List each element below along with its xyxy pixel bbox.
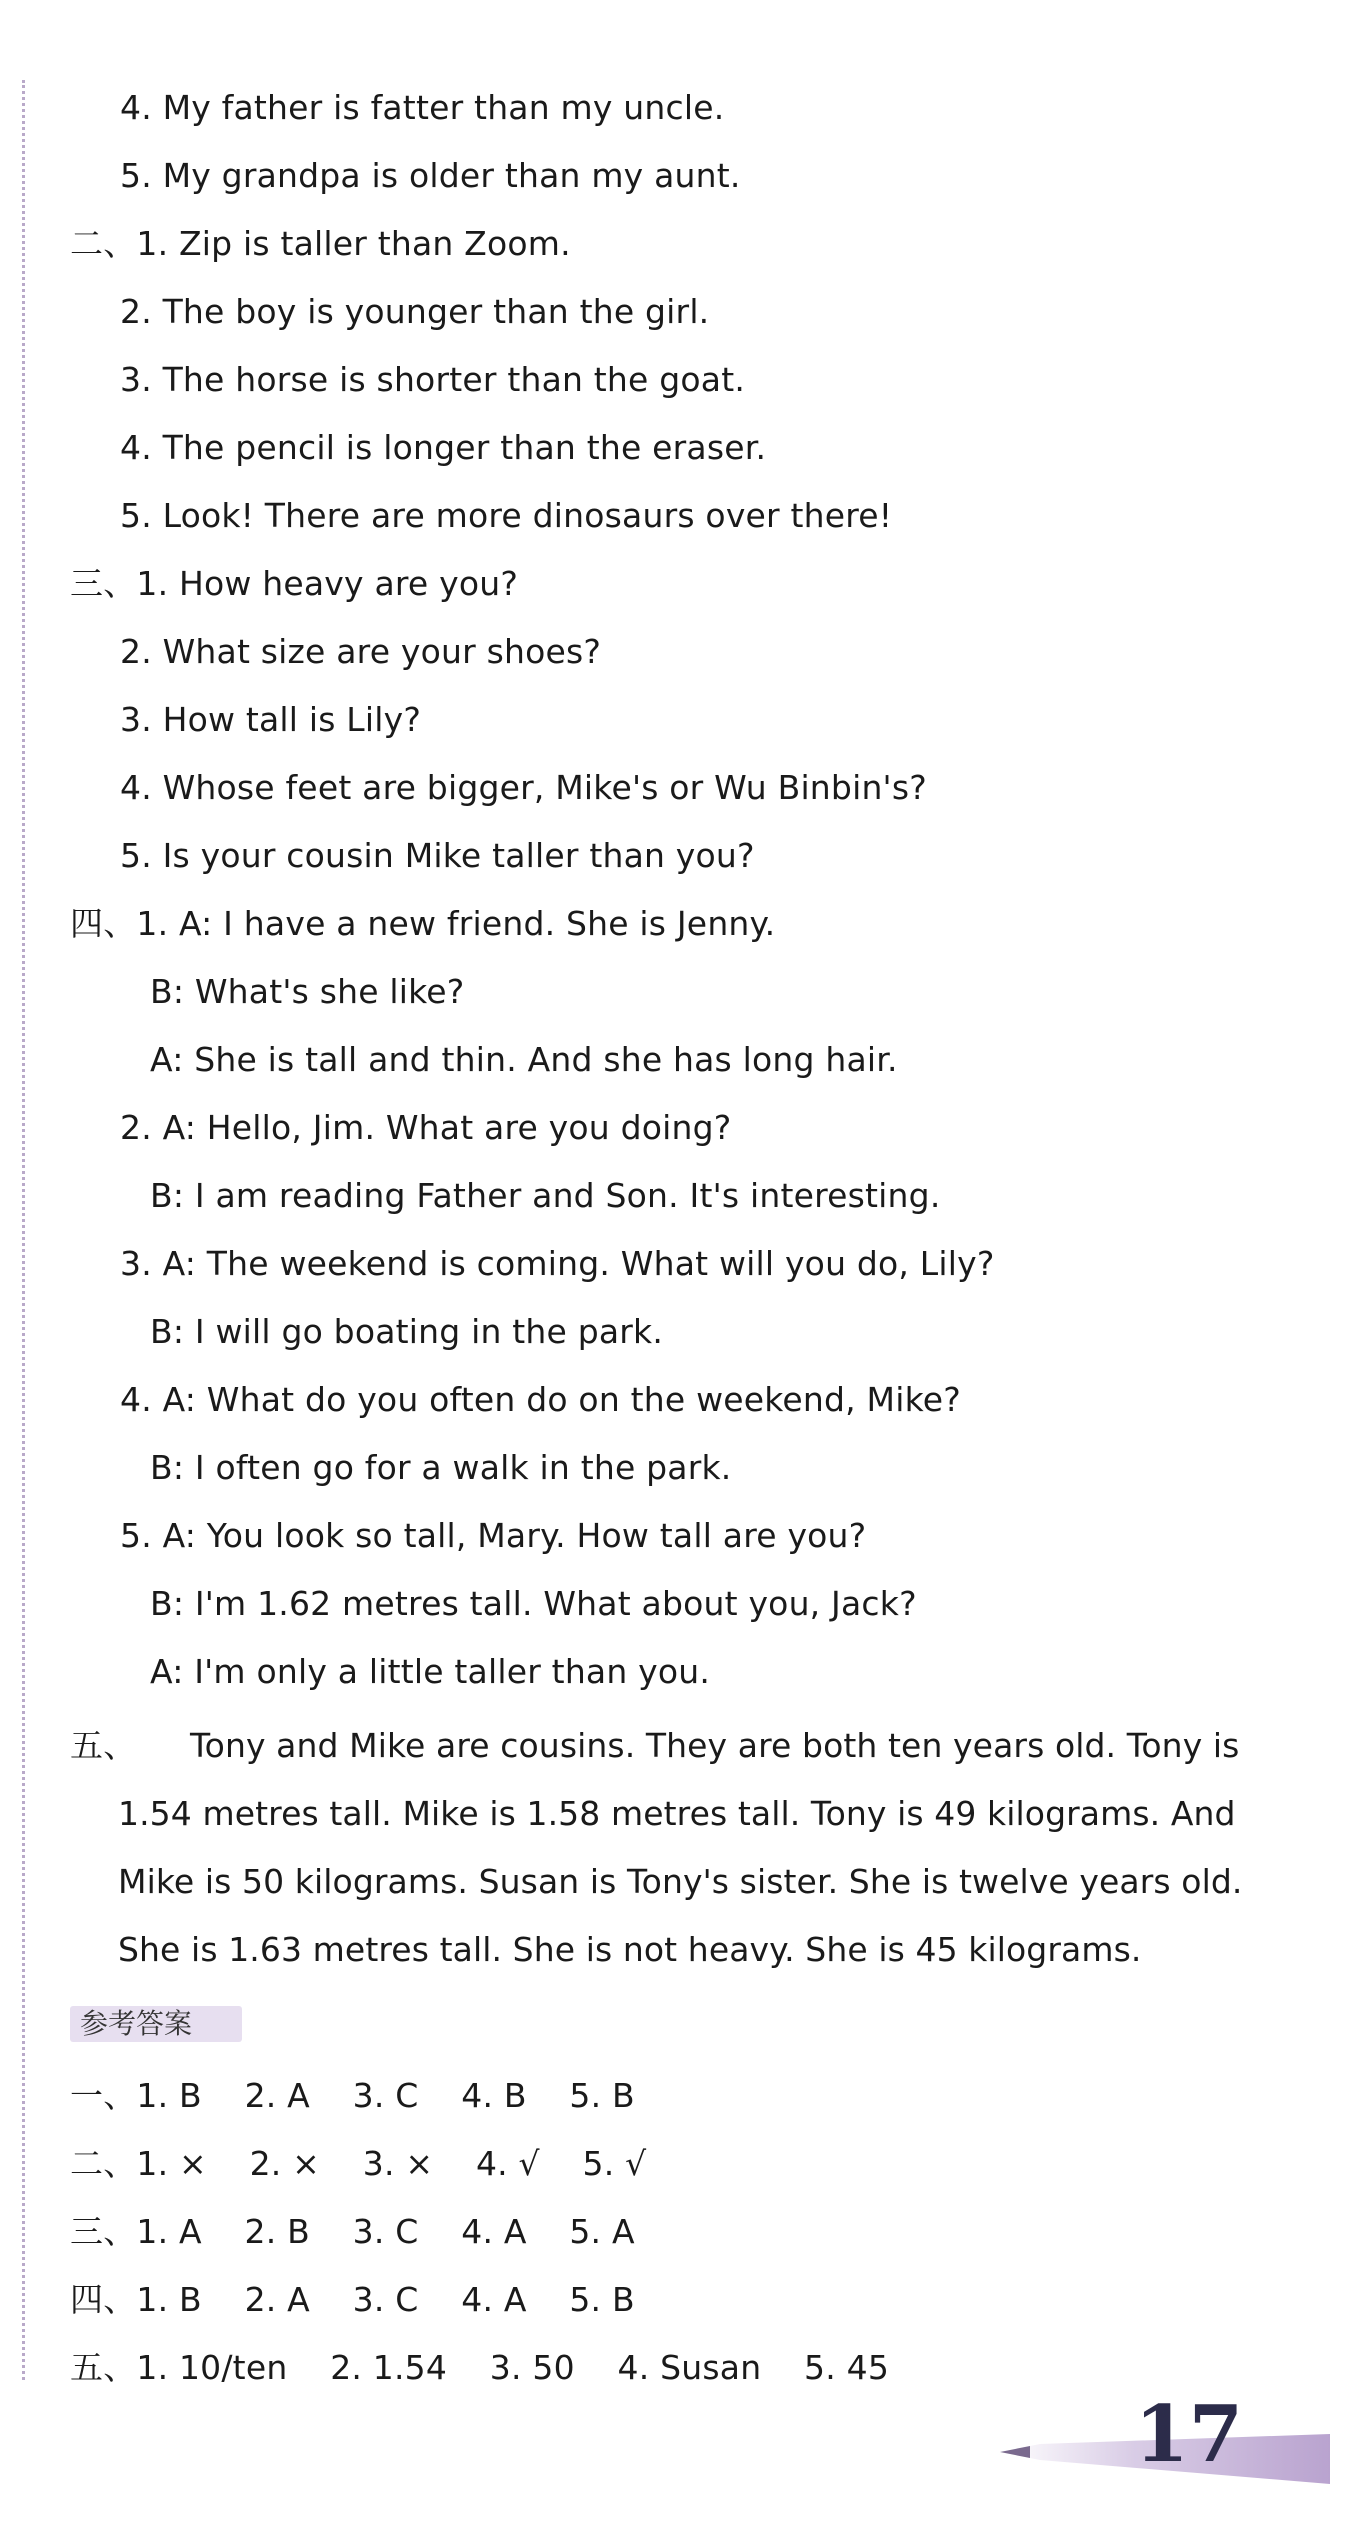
- s4-label: 四、: [70, 904, 137, 943]
- s4-dialog-5-a2: A: I'm only a little taller than you.: [150, 1652, 711, 1691]
- s5-line-2: 1.54 metres tall. Mike is 1.58 metres tall. Tony is 49 kilograms. And: [118, 1794, 1236, 1833]
- s4-dialog-4-b: B: I often go for a walk in the park.: [150, 1448, 732, 1487]
- answer-row-5: 五、1. 10/ten 2. 1.54 3. 50 4. Susan 5. 45: [70, 2348, 890, 2387]
- answer-row-1: 一、1. B 2. A 3. C 4. B 5. B: [70, 2076, 635, 2115]
- s4-dialog-1-b: B: What's she like?: [150, 972, 465, 1011]
- answer-row-3: 三、1. A 2. B 3. C 4. A 5. A: [70, 2212, 635, 2251]
- s3-item-4: 4. Whose feet are bigger, Mike's or Wu Binbin's?: [120, 768, 927, 807]
- s4-dialog-2-a: 2. A: Hello, Jim. What are you doing?: [120, 1108, 732, 1147]
- page-number: 17: [1134, 2389, 1243, 2480]
- s5-line-4: She is 1.63 metres tall. She is not heavy. She is 45 kilograms.: [118, 1930, 1142, 1969]
- s3-label: 三、: [70, 564, 137, 603]
- s4-dialog-3-b: B: I will go boating in the park.: [150, 1312, 664, 1351]
- s2-item-4: 4. The pencil is longer than the eraser.: [120, 428, 767, 467]
- answer-row-2: 二、1. × 2. × 3. × 4. √ 5. √: [70, 2144, 647, 2183]
- s3-item-5: 5. Is your cousin Mike taller than you?: [120, 836, 755, 875]
- s4-dialog-4-a: 4. A: What do you often do on the weekend, Mike?: [120, 1380, 961, 1419]
- s4-dialog-1-a2: A: She is tall and thin. And she has long hair.: [150, 1040, 898, 1079]
- s4-dialog-1-a: 1. A: I have a new friend. She is Jenny.: [136, 904, 776, 943]
- s2-item-5: 5. Look! There are more dinosaurs over there!: [120, 496, 893, 535]
- s2-first-line: [70, 222, 571, 266]
- s1-item-4: 4. My father is fatter than my uncle.: [120, 88, 725, 127]
- s3-item-3: 3. How tall is Lily?: [120, 700, 422, 739]
- s4-first-line: [70, 902, 775, 946]
- answer-key-header: 参考答案: [70, 2006, 242, 2042]
- s3-item-2: 2. What size are your shoes?: [120, 632, 602, 671]
- s4-dialog-2-b: B: I am reading Father and Son. It's interesting.: [150, 1176, 941, 1215]
- s4-dialog-5-a: 5. A: You look so tall, Mary. How tall are you?: [120, 1516, 867, 1555]
- s3-first-line: [70, 562, 518, 606]
- s2-item-1: 1. Zip is taller than Zoom.: [136, 224, 571, 263]
- s2-item-2: 2. The boy is younger than the girl.: [120, 292, 710, 331]
- s5-line-1: Tony and Mike are cousins. They are both ten years old. Tony is: [190, 1726, 1240, 1765]
- s4-dialog-3-a: 3. A: The weekend is coming. What will you do, Lily?: [120, 1244, 995, 1283]
- s2-item-3: 3. The horse is shorter than the goat.: [120, 360, 746, 399]
- binding-dotted-line: [22, 80, 25, 2380]
- s5-line-3: Mike is 50 kilograms. Susan is Tony's sister. She is twelve years old.: [118, 1862, 1243, 1901]
- s2-label: 二、: [70, 224, 137, 263]
- answer-row-4: 四、1. B 2. A 3. C 4. A 5. B: [70, 2280, 635, 2319]
- s4-dialog-5-b: B: I'm 1.62 metres tall. What about you, Jack?: [150, 1584, 917, 1623]
- s5-label: 五、: [70, 1726, 137, 1765]
- s1-item-5: 5. My grandpa is older than my aunt.: [120, 156, 741, 195]
- s3-item-1: 1. How heavy are you?: [136, 564, 519, 603]
